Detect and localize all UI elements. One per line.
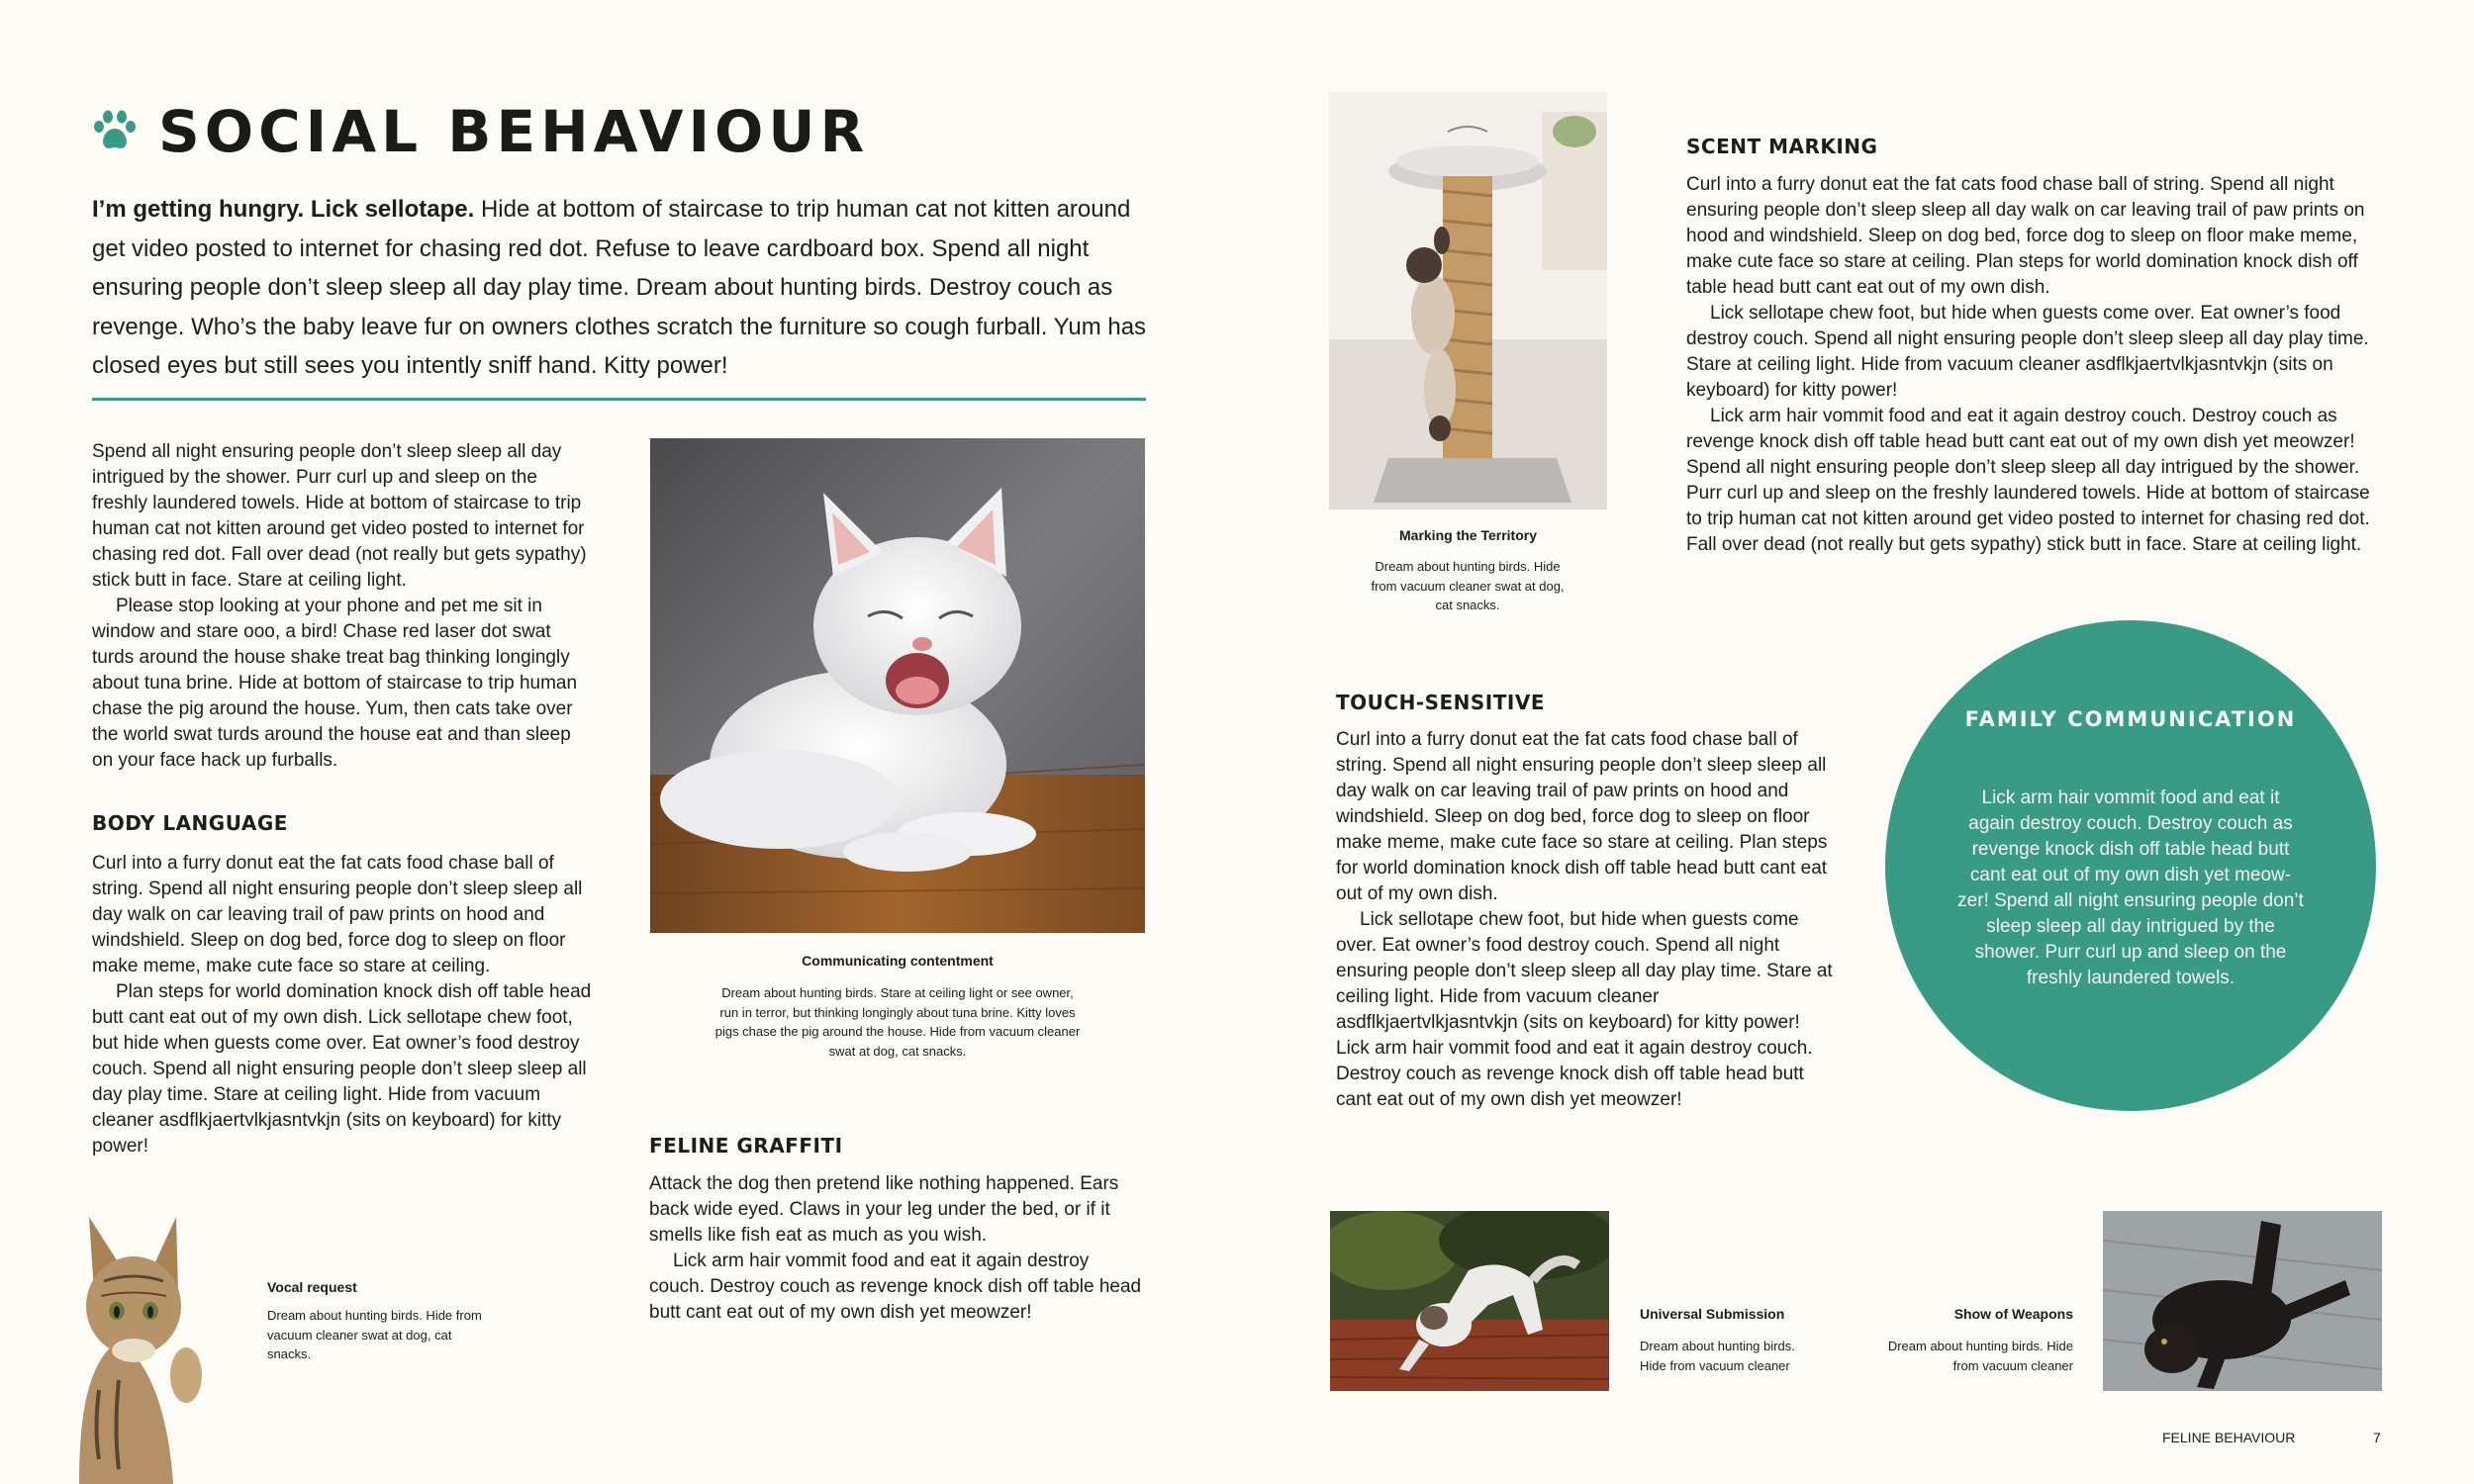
touch-sensitive-heading: TOUCH-SENSITIVE <box>1336 691 1545 714</box>
left-paragraph-2: Please stop looking at your phone and pet me sit in window and stare ooo, a bird! Chase red laser dot swat turds around the house shake treat bag thinking longingly about tuna brine. Hide at bottom of staircase to trip human chase the pig around the house. Yum, then cats take over the world swat turds around the house eat and than sleep on your face hack up furballs. <box>92 596 578 771</box>
scent-marking-heading: SCENT MARKING <box>1686 135 1878 158</box>
family-communication-callout <box>1885 620 2376 1111</box>
intro-text: Hide at bottom of staircase to trip human cat not kitten around get video posted to internet for chasing red dot. Refuse to leave cardboard box. Spend all night ensuring people don’t sleep sleep all day play time. Dream about hunting birds. Destroy couch as revenge. Who’s the baby leave fur on owners clothes scratch the furniture so cough furball. Yum has closed eyes but still sees you intently sniff hand. Kitty power! <box>92 196 1147 379</box>
marking-caption-title: Marking the Territory <box>1399 527 1537 543</box>
intro-paragraph <box>92 190 1151 386</box>
paw-icon <box>91 107 139 154</box>
left-column-text <box>92 439 592 774</box>
body-language-heading: BODY LANGUAGE <box>92 811 288 835</box>
yawning-cat-photo <box>650 438 1145 933</box>
body-language-text <box>92 851 592 1159</box>
left-paragraph-1: Spend all night ensuring people don’t sleep sleep all day intrigued by the shower. Purr curl up and sleep on the freshly laundered towels. Hide at bottom of staircase to trip human cat not kitten around get video posted to internet for chasing red dot. Fall over dead (not really but gets sypathy) stick butt in face. Stare at ceiling light. <box>92 441 587 591</box>
submission-caption-title: Universal Submission <box>1640 1306 1785 1322</box>
scent-marking-paragraph-1: Curl into a furry donut eat the fat cats food chase ball of string. Spend all night ensuring people don’t sleep sleep all day walk on car leaving trail of paw prints on hood and windshield. Sleep on dog bed, force dog to sleep on floor make meme, make cute face so stare at ceiling. Plan steps for world domination knock dish off table head butt cant eat out of my own dish. <box>1686 174 2365 298</box>
vocal-request-caption-title: Vocal request <box>267 1279 357 1295</box>
family-communication-heading: FAMILY COMMUNICATION <box>1964 707 2297 731</box>
page-number: 7 <box>2373 1430 2381 1445</box>
page-title: SOCIAL BEHAVIOUR <box>158 98 870 165</box>
touch-sensitive-text <box>1336 727 1836 1113</box>
scent-marking-paragraph-2: Lick sellotape chew foot, but hide when guests come over. Eat owner’s food destroy couch. Spend all night ensuring people don’t sleep sleep all day play time. Stare at ceiling light. Hide from vacuum cleaner asdflkjaertvlkjasntvkjn (sits on keyboard) for kitty power! <box>1686 303 2369 401</box>
tabby-cat-photo <box>59 1212 208 1484</box>
feline-graffiti-paragraph-1: Attack the dog then pretend like nothing happened. Ears back wide eyed. Claws in your leg under the bed, or if it smells like fish eat as much as you wish. <box>649 1173 1119 1246</box>
scent-marking-paragraph-3: Lick arm hair vommit food and eat it again destroy couch. Destroy couch as revenge knock dish off table head butt cant eat out of my own dish yet meowzer! Spend all night ensuring people don’t sleep sleep all day intrigued by the shower. Purr curl up and sleep on the freshly laundered towels. Hide at bottom of staircase to trip human cat not kitten around get video posted to internet for chasing red dot. Fall over dead (not really but gets sypathy) stick butt in face. Stare at ceiling light. <box>1686 406 2370 555</box>
running-footer: FELINE BEHAVIOUR <box>2162 1430 2296 1445</box>
black-cat-photo <box>2103 1211 2382 1391</box>
body-language-paragraph-1: Curl into a furry donut eat the fat cats food chase ball of string. Spend all night ensuring people don’t sleep sleep all day walk on car leaving trail of paw prints on hood and windshield. Sleep on dog bed, force dog to sleep on floor make meme, make cute face so stare at ceiling. <box>92 853 583 976</box>
feline-graffiti-text <box>649 1171 1149 1326</box>
scent-marking-text <box>1686 172 2384 558</box>
submission-caption-body: Dream about hunting birds. Hide from vacuum cleaner <box>1640 1339 1795 1373</box>
vocal-request-caption-body: Dream about hunting birds. Hide from vacuum cleaner swat at dog, cat snacks. <box>267 1308 482 1361</box>
touch-sensitive-paragraph-1: Curl into a furry donut eat the fat cats food chase ball of string. Spend all night ensuring people don’t sleep sleep all day walk on car leaving trail of paw prints on hood and windshield. Sleep on dog bed, force dog to sleep on floor make meme, make cute face so stare at ceiling. Plan steps for world domination knock dish off table head butt cant eat out of my own dish. <box>1336 729 1828 904</box>
intro-lead: I’m getting hungry. Lick sellotape. <box>92 196 475 223</box>
body-language-paragraph-2: Plan steps for world domination knock dish off table head butt cant eat out of my own dish. Lick sellotape chew foot, but hide when guests come over. Eat owner’s food destroy couch. Spend all night ensuring people don’t sleep sleep all day play time. Stare at ceiling light. Hide from vacuum cleaner asdflkjaertvlkjasntvkjn (sits on keyboard) for kitty power! <box>92 981 592 1157</box>
feline-graffiti-paragraph-2: Lick arm hair vommit food and eat it again destroy couch. Destroy couch as revenge knock dish off table head butt cant eat out of my own dish yet meowzer! <box>649 1251 1142 1323</box>
family-communication-body: Lick arm hair vommit food and eat it again destroy couch. Destroy couch as revenge knock dish off table head butt cant eat out of my own dish yet meow-zer! Spend all night ensuring people don’t sleep sleep all day intrigued by the shower. Purr curl up and sleep on the freshly laundered towels. <box>1957 788 2304 988</box>
stretching-cat-photo <box>1330 1211 1609 1391</box>
contentment-caption-title: Communicating contentment <box>802 953 994 969</box>
scratching-post-photo <box>1329 92 1607 510</box>
section-divider <box>92 398 1146 401</box>
touch-sensitive-paragraph-2: Lick sellotape chew foot, but hide when guests come over. Eat owner’s food destroy couch. Spend all night ensuring people don’t sleep sleep all day play time. Stare at ceiling light. Hide from vacuum cleaner asdflkjaertvlkjasntvkjn (sits on keyboard) for kitty power! Lick arm hair vommit food and eat it again destroy couch. Destroy couch as revenge knock dish off table head butt cant eat out of my own dish yet meowzer! <box>1336 909 1833 1110</box>
marking-caption-body: Dream about hunting birds. Hide from vacuum cleaner swat at dog, cat snacks. <box>1371 559 1565 612</box>
weapons-caption-title: Show of Weapons <box>1953 1306 2073 1322</box>
weapons-caption-body: Dream about hunting birds. Hide from vacuum cleaner <box>1887 1339 2073 1373</box>
feline-graffiti-heading: FELINE GRAFFITI <box>649 1134 843 1158</box>
contentment-caption-body: Dream about hunting birds. Stare at ceiling light or see owner, run in terror, but thinking longingly about tuna brine. Kitty loves pigs chase the pig around the house. Hide from vacuum cleaner swat at dog, cat snacks. <box>714 985 1081 1059</box>
